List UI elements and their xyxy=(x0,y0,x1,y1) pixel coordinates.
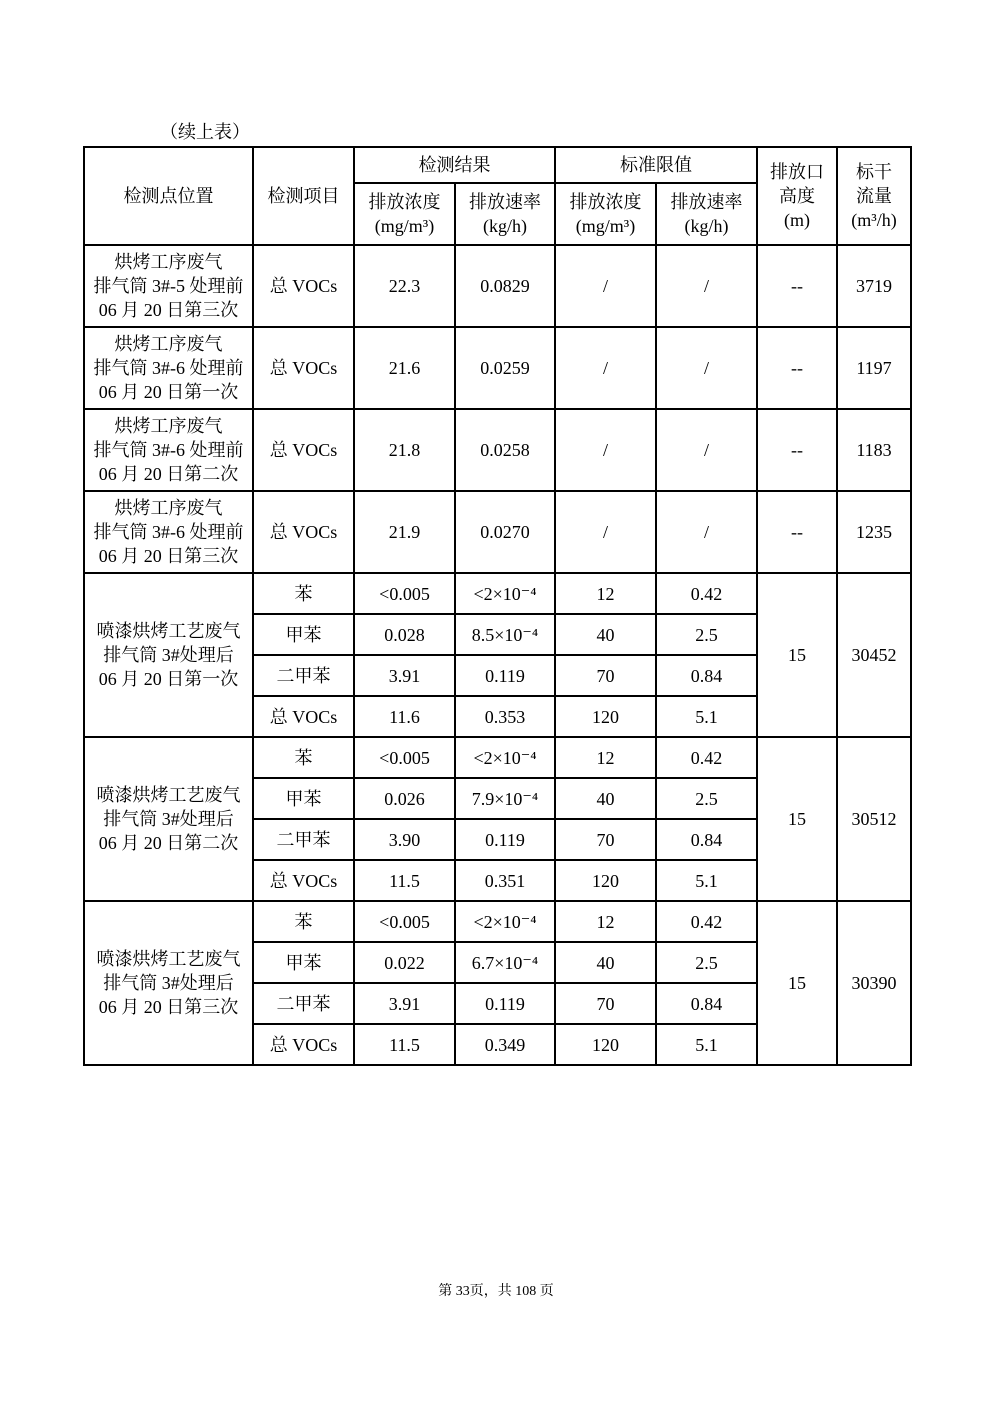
limit-conc-cell: / xyxy=(555,327,656,409)
item-cell: 总 VOCs xyxy=(253,1024,354,1065)
limit-rate-cell: 5.1 xyxy=(656,860,757,901)
header-result-conc xyxy=(354,183,455,245)
limit-conc-cell: / xyxy=(555,409,656,491)
limit-conc-cell: 40 xyxy=(555,614,656,655)
location-cell xyxy=(84,737,253,901)
limit-conc-cell: 12 xyxy=(555,901,656,942)
result-rate-cell: <2×10⁻⁴ xyxy=(455,901,555,942)
flow-cell: 30452 xyxy=(837,573,911,737)
result-rate-cell: 0.0829 xyxy=(455,245,555,327)
limit-rate-cell: 0.84 xyxy=(656,983,757,1024)
location-line: 喷漆烘烤工艺废气 xyxy=(96,785,241,805)
result-conc-cell: 21.8 xyxy=(354,409,455,491)
flow-cell: 30390 xyxy=(837,901,911,1065)
limit-conc-cell: 120 xyxy=(555,860,656,901)
location-line: 烘烤工序废气 xyxy=(114,252,223,272)
outlet-height-cell: -- xyxy=(757,409,837,491)
limit-conc-cell: 12 xyxy=(555,573,656,614)
item-cell: 苯 xyxy=(253,737,354,778)
outlet-height-cell: 15 xyxy=(757,573,837,737)
result-conc-cell: 3.91 xyxy=(354,655,455,696)
table-caption: （续上表） xyxy=(160,122,250,142)
item-cell: 二甲苯 xyxy=(253,983,354,1024)
limit-conc-cell: 70 xyxy=(555,655,656,696)
table-row xyxy=(84,737,911,778)
result-rate-cell: 0.0259 xyxy=(455,327,555,409)
flow-cell: 30512 xyxy=(837,737,911,901)
limit-conc-cell: 120 xyxy=(555,696,656,737)
location-line: 06 月 20 日第二次 xyxy=(98,833,239,853)
item-cell: 总 VOCs xyxy=(253,245,354,327)
location-line: 06 月 20 日第一次 xyxy=(98,669,239,689)
location-line: 排气筒 3#-6 处理前 xyxy=(93,440,244,460)
outlet-height-cell: -- xyxy=(757,491,837,573)
header-flow-unit: (m³/h) xyxy=(851,210,897,230)
header-flow xyxy=(837,147,911,245)
header-row-1 xyxy=(84,147,911,183)
location-line: 06 月 20 日第三次 xyxy=(98,997,239,1017)
item-cell: 甲苯 xyxy=(253,942,354,983)
table-row xyxy=(84,327,911,409)
limit-rate-cell: 0.42 xyxy=(656,737,757,778)
item-cell: 总 VOCs xyxy=(253,860,354,901)
header-outlet-height-label: 排放口高度 xyxy=(770,162,824,206)
header-limit-group: 标准限值 xyxy=(555,147,757,183)
result-conc-cell: 3.91 xyxy=(354,983,455,1024)
limit-conc-cell: 12 xyxy=(555,737,656,778)
location-line: 排气筒 3#-5 处理前 xyxy=(93,276,244,296)
location-cell xyxy=(84,245,253,327)
header-result-conc-unit: (mg/m³) xyxy=(374,216,435,236)
result-conc-cell: <0.005 xyxy=(354,573,455,614)
limit-rate-cell: 0.84 xyxy=(656,819,757,860)
table-row xyxy=(84,491,911,573)
table-row xyxy=(84,573,911,614)
result-rate-cell: <2×10⁻⁴ xyxy=(455,573,555,614)
limit-rate-cell: / xyxy=(656,327,757,409)
result-rate-cell: 0.119 xyxy=(455,655,555,696)
result-conc-cell: <0.005 xyxy=(354,737,455,778)
result-conc-cell: 0.026 xyxy=(354,778,455,819)
limit-rate-cell: 5.1 xyxy=(656,696,757,737)
header-outlet-height xyxy=(757,147,837,245)
location-line: 烘烤工序废气 xyxy=(114,416,223,436)
table-row xyxy=(84,245,911,327)
location-line: 排气筒 3#处理后 xyxy=(103,809,234,829)
header-result-rate xyxy=(455,183,555,245)
table-row xyxy=(84,901,911,942)
limit-rate-cell: / xyxy=(656,409,757,491)
header-limit-rate xyxy=(656,183,757,245)
item-cell: 二甲苯 xyxy=(253,655,354,696)
result-rate-cell: 8.5×10⁻⁴ xyxy=(455,614,555,655)
header-item: 检测项目 xyxy=(253,147,354,245)
limit-rate-cell: 2.5 xyxy=(656,778,757,819)
location-line: 排气筒 3#处理后 xyxy=(103,973,234,993)
flow-cell: 3719 xyxy=(837,245,911,327)
item-cell: 甲苯 xyxy=(253,614,354,655)
item-cell: 总 VOCs xyxy=(253,696,354,737)
location-line: 喷漆烘烤工艺废气 xyxy=(96,621,241,641)
limit-conc-cell: 40 xyxy=(555,778,656,819)
result-rate-cell: <2×10⁻⁴ xyxy=(455,737,555,778)
limit-rate-cell: 5.1 xyxy=(656,1024,757,1065)
result-rate-cell: 0.0270 xyxy=(455,491,555,573)
outlet-height-cell: 15 xyxy=(757,737,837,901)
location-line: 烘烤工序废气 xyxy=(114,334,223,354)
result-rate-cell: 0.119 xyxy=(455,819,555,860)
header-limit-conc-unit: (mg/m³) xyxy=(575,216,636,236)
limit-rate-cell: 0.42 xyxy=(656,573,757,614)
header-result-group: 检测结果 xyxy=(354,147,555,183)
result-rate-cell: 0.349 xyxy=(455,1024,555,1065)
item-cell: 总 VOCs xyxy=(253,327,354,409)
limit-conc-cell: / xyxy=(555,245,656,327)
page-footer: 第 33页，共 108 页 xyxy=(438,1284,554,1299)
limit-rate-cell: 2.5 xyxy=(656,942,757,983)
result-conc-cell: 3.90 xyxy=(354,819,455,860)
result-conc-cell: <0.005 xyxy=(354,901,455,942)
result-rate-cell: 0.353 xyxy=(455,696,555,737)
header-result-rate-label: 排放速率 xyxy=(469,192,541,212)
limit-rate-cell: 0.42 xyxy=(656,901,757,942)
result-rate-cell: 0.119 xyxy=(455,983,555,1024)
outlet-height-cell: -- xyxy=(757,327,837,409)
result-conc-cell: 0.022 xyxy=(354,942,455,983)
table-row xyxy=(84,409,911,491)
limit-conc-cell: / xyxy=(555,491,656,573)
monitoring-results-table xyxy=(83,146,912,1066)
header-flow-label: 标干流量 xyxy=(856,162,892,206)
flow-cell: 1197 xyxy=(837,327,911,409)
item-cell: 总 VOCs xyxy=(253,409,354,491)
result-conc-cell: 21.6 xyxy=(354,327,455,409)
item-cell: 苯 xyxy=(253,901,354,942)
item-cell: 总 VOCs xyxy=(253,491,354,573)
result-rate-cell: 7.9×10⁻⁴ xyxy=(455,778,555,819)
location-cell xyxy=(84,327,253,409)
flow-cell: 1235 xyxy=(837,491,911,573)
result-conc-cell: 11.6 xyxy=(354,696,455,737)
header-limit-conc xyxy=(555,183,656,245)
item-cell: 苯 xyxy=(253,573,354,614)
location-line: 06 月 20 日第三次 xyxy=(98,300,239,320)
location-cell xyxy=(84,573,253,737)
location-line: 06 月 20 日第一次 xyxy=(98,382,239,402)
result-conc-cell: 22.3 xyxy=(354,245,455,327)
result-rate-cell: 0.351 xyxy=(455,860,555,901)
location-line: 喷漆烘烤工艺废气 xyxy=(96,949,241,969)
limit-rate-cell: / xyxy=(656,245,757,327)
limit-rate-cell: 0.84 xyxy=(656,655,757,696)
location-line: 06 月 20 日第三次 xyxy=(98,546,239,566)
header-location: 检测点位置 xyxy=(84,147,253,245)
result-conc-cell: 11.5 xyxy=(354,1024,455,1065)
outlet-height-cell: 15 xyxy=(757,901,837,1065)
location-cell xyxy=(84,901,253,1065)
result-rate-cell: 0.0258 xyxy=(455,409,555,491)
limit-conc-cell: 40 xyxy=(555,942,656,983)
header-limit-rate-label: 排放速率 xyxy=(670,192,743,212)
header-limit-rate-unit: (kg/h) xyxy=(684,216,729,236)
location-cell xyxy=(84,491,253,573)
header-result-conc-label: 排放浓度 xyxy=(368,192,441,212)
header-limit-conc-label: 排放浓度 xyxy=(569,192,642,212)
header-result-rate-unit: (kg/h) xyxy=(483,216,527,236)
location-cell xyxy=(84,409,253,491)
limit-rate-cell: 2.5 xyxy=(656,614,757,655)
location-line: 排气筒 3#-6 处理前 xyxy=(93,522,244,542)
outlet-height-cell: -- xyxy=(757,245,837,327)
result-conc-cell: 11.5 xyxy=(354,860,455,901)
location-line: 排气筒 3#-6 处理前 xyxy=(93,358,244,378)
result-conc-cell: 0.028 xyxy=(354,614,455,655)
limit-conc-cell: 70 xyxy=(555,819,656,860)
table-body xyxy=(84,147,911,1065)
header-outlet-height-unit: (m) xyxy=(784,210,810,230)
location-line: 06 月 20 日第二次 xyxy=(98,464,239,484)
flow-cell: 1183 xyxy=(837,409,911,491)
item-cell: 二甲苯 xyxy=(253,819,354,860)
limit-conc-cell: 70 xyxy=(555,983,656,1024)
location-line: 烘烤工序废气 xyxy=(114,498,223,518)
result-rate-cell: 6.7×10⁻⁴ xyxy=(455,942,555,983)
limit-rate-cell: / xyxy=(656,491,757,573)
limit-conc-cell: 120 xyxy=(555,1024,656,1065)
result-conc-cell: 21.9 xyxy=(354,491,455,573)
item-cell: 甲苯 xyxy=(253,778,354,819)
location-line: 排气筒 3#处理后 xyxy=(103,645,234,665)
